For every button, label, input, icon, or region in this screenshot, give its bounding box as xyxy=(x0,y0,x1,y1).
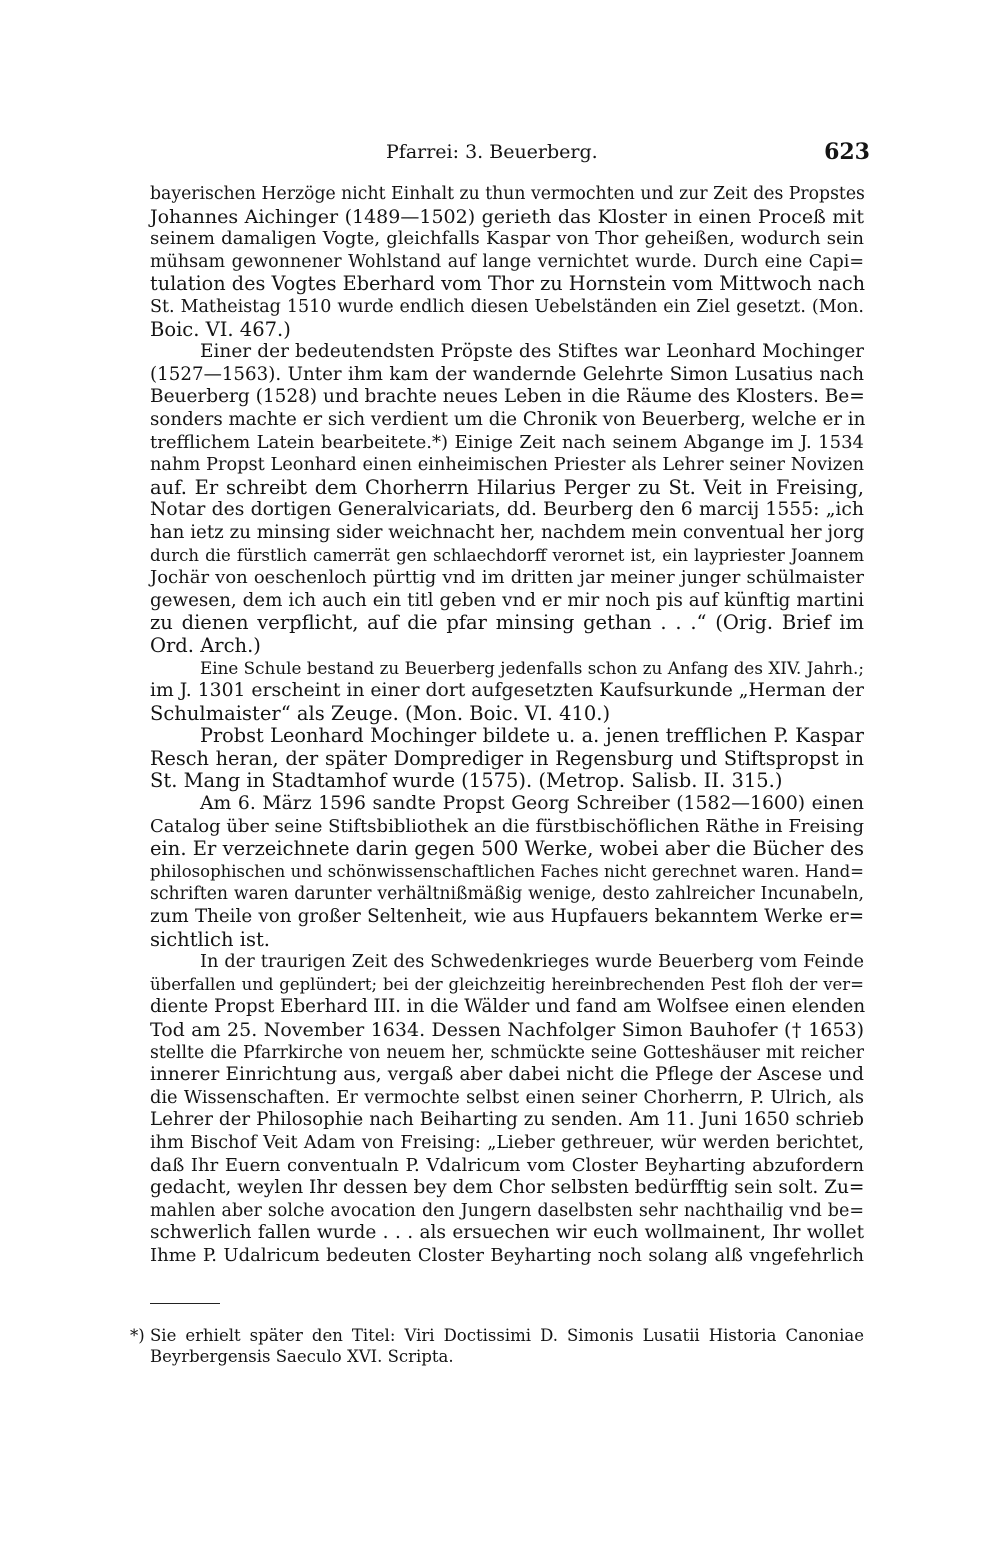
text-line: mahlen aber solche avocation den Jungern daselbsten sehr nachthailig vnd be= xyxy=(150,1200,864,1221)
text-line: seinem damaligen Vogte, gleichfalls Kaspar von Thor geheißen, wodurch sein xyxy=(150,228,864,250)
text-line: Lehrer der Philosophie nach Beiharting zu senden. Am 11. Juni 1650 schrieb xyxy=(150,1109,864,1131)
text-line: im J. 1301 erscheint in einer dort aufgesetzten Kaufsurkunde „Herman der xyxy=(150,680,864,702)
text-line: überfallen und geplündert; bei der gleichzeitig hereinbrechenden Pest floh der ver= xyxy=(150,974,864,994)
text-line: daß Ihr Euern conventualn P. Vdalricum vom Closter Beyharting abzufordern xyxy=(150,1154,864,1176)
text-line: diente Propst Eberhard III. in die Wälder und fand am Wolfsee einen elenden xyxy=(150,996,866,1018)
footnote-line: Beyrbergensis Saeculo XVI. Scripta. xyxy=(150,1347,454,1366)
text-line: innerer Einrichtung aus, vergaß aber dabei nicht die Pflege der Ascese und xyxy=(150,1064,864,1086)
text-line: In der traurigen Zeit des Schwedenkrieges wurde Beuerberg vom Feinde xyxy=(200,952,864,973)
text-line: schriften waren darunter verhältnißmäßig wenige, desto zahlreicher Incunabeln, xyxy=(150,884,864,905)
text-line: (1527—1563). Unter ihm kam der wandernde Gelehrte Simon Lusatius nach xyxy=(150,363,864,385)
text-line: Probst Leonhard Mochinger bildete u. a. jenen trefflichen P. Kaspar xyxy=(200,724,864,748)
paragraph xyxy=(150,951,864,1267)
text-line: han ietz zu minsing sider weichnacht her, nachdem mein conventual her jorg xyxy=(150,521,865,543)
paragraph xyxy=(150,793,864,951)
text-line: ihm Bischof Veit Adam von Freising: „Lieber gethreuer, wür werden berichtet, xyxy=(150,1132,864,1153)
text-line: philosophischen und schönwissenschaftlichen Faches nicht gerechnet waren. Hand= xyxy=(150,861,864,881)
text-line: Eine Schule bestand zu Beuerberg jedenfalls schon zu Anfang des XIV. Jahrh.; xyxy=(200,658,864,679)
text-line: St. Mang in Stadtamhof wurde (1575). (Metrop. Salisb. II. 315.) xyxy=(150,769,783,793)
footnote-divider xyxy=(150,1303,220,1304)
text-line: nahm Propst Leonhard einen einheimischen Priester als Lehrer seiner Novizen xyxy=(150,455,864,476)
text-line: die Wissenschaften. Er vermochte selbst einen seiner Chorherrn, P. Ulrich, als xyxy=(150,1087,864,1108)
text-line: Catalog über seine Stiftsbibliothek an die fürstbischöflichen Räthe in Freising xyxy=(150,815,864,837)
footnote-text: Sie erhielt später den Titel: Viri Doctissimi D. Simonis Lusatii Historia Canoniae xyxy=(150,1326,864,1345)
text-line: bayerischen Herzöge nicht Einhalt zu thun vermochten und zur Zeit des Propstes xyxy=(150,184,865,204)
text-line: Johannes Aichinger (1489—1502) gerieth das Kloster in einen Proceß mit xyxy=(150,205,864,228)
text-line: Jochär von oeschenloch pürttig vnd im dritten jar meiner junger schülmaister xyxy=(150,567,864,589)
text-line: auf. Er schreibt dem Chorherrn Hilarius Perger zu St. Veit in Freising, xyxy=(150,475,864,499)
text-line: Resch heran, der später Domprediger in Regensburg und Stiftspropst in xyxy=(150,746,864,770)
paragraph xyxy=(150,341,864,657)
text-line: Boic. VI. 467.) xyxy=(150,317,291,341)
body-text xyxy=(150,183,864,1268)
text-line: Schulmaister“ als Zeuge. (Mon. Boic. VI. 410.) xyxy=(150,701,611,725)
text-line: tulation des Vogtes Eberhard vom Thor zu Hornstein vom Mittwoch nach xyxy=(150,272,866,296)
page-header xyxy=(150,139,870,169)
text-line: Notar des dortigen Generalvicariats, dd. Beurberg den 6 marcij 1555: „ich xyxy=(150,499,864,521)
text-line: gedacht, weylen Ihr dessen bey dem Chor selbsten bedürfftig sein solt. Zu= xyxy=(150,1177,865,1199)
text-line: ein. Er verzeichnete darin gegen 500 Werke, wobei aber die Bücher des xyxy=(150,837,864,861)
text-line: durch die fürstlich camerrät gen schlaechdorff verornet ist, ein laypriester Joannem xyxy=(150,545,864,565)
footnote-line xyxy=(130,1325,864,1346)
footnote xyxy=(130,1325,864,1367)
text-line: mühsam gewonnener Wohlstand auf lange vernichtet wurde. Durch eine Capi= xyxy=(150,251,864,272)
text-line: trefflichem Latein bearbeitete.*) Einige Zeit nach seinem Abgange im J. 1534 xyxy=(150,431,864,453)
footnote-marker: *) xyxy=(130,1326,145,1345)
text-line: sonders machte er sich verdient um die Chronik von Beuerberg, welche er in xyxy=(150,408,866,430)
text-line: Einer der bedeutendsten Pröpste des Stiftes war Leonhard Mochinger xyxy=(200,341,864,363)
text-line: zum Theile von großer Seltenheit, wie aus Hupfauers bekanntem Werke er= xyxy=(150,906,864,927)
page-number: 623 xyxy=(824,139,870,165)
text-line: Ord. Arch.) xyxy=(150,633,261,657)
running-title: Pfarrei: 3. Beuerberg. xyxy=(386,141,598,163)
text-line: zu dienen verpflicht, auf die pfar minsing gethan . . .“ (Orig. Brief im xyxy=(150,611,864,635)
text-line: Ihme P. Udalricum bedeuten Closter Beyharting noch solang alß vngefehrlich xyxy=(150,1244,864,1266)
paragraph xyxy=(150,183,864,341)
text-line: stellte die Pfarrkirche von neuem her, schmückte seine Gotteshäuser mit reicher xyxy=(150,1042,864,1063)
text-line: schwerlich fallen wurde . . . als ersuechen wir euch wollmainent, Ihr wollet xyxy=(150,1222,864,1244)
text-line: sichtlich ist. xyxy=(150,927,270,951)
paragraph xyxy=(150,657,864,725)
text-line: gewesen, dem ich auch ein titl geben vnd er mir noch pis auf künftig martini xyxy=(150,589,864,611)
text-line: Am 6. März 1596 sandte Propst Georg Schreiber (1582—1600) einen xyxy=(200,793,864,815)
text-line: St. Matheistag 1510 wurde endlich diesen Uebelständen ein Ziel gesetzt. (Mon. xyxy=(150,296,864,317)
paragraph xyxy=(150,725,864,793)
text-line: Tod am 25. November 1634. Dessen Nachfolger Simon Bauhofer († 1653) xyxy=(150,1018,864,1041)
text-line: Beuerberg (1528) und brachte neues Leben in die Räume des Klosters. Be= xyxy=(150,386,865,408)
